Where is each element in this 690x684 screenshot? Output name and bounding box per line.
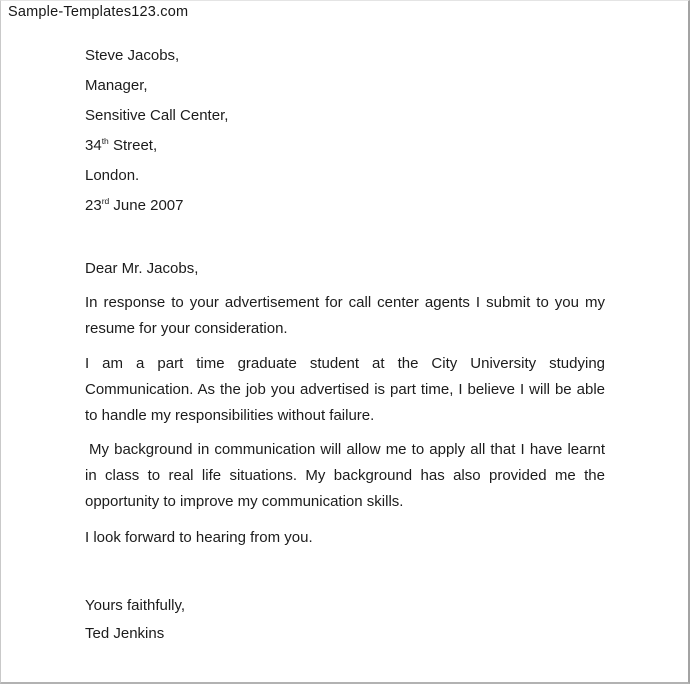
recipient-title: Manager, <box>85 77 148 94</box>
recipient-street <box>85 131 605 161</box>
street-number: 34 <box>85 137 102 154</box>
date-day: 23 <box>85 197 102 214</box>
paragraph-background: My background in communication will allow me to apply all that I have learnt in class to real life situations. My background has also provided me the opportunity to improve my communication skills. <box>85 441 605 510</box>
street-name: Street, <box>108 137 158 154</box>
paragraph-followup: I look forward to hearing from you. <box>85 529 313 546</box>
cover-letter-body <box>1 1 688 647</box>
salutation: Dear Mr. Jacobs, <box>85 260 199 277</box>
letter-date <box>85 191 605 221</box>
paragraph-intro: In response to your advertisement for call center agents I submit to you my resume for your consideration. <box>85 294 605 337</box>
date-ordinal-suffix: rd <box>101 196 110 206</box>
recipient-name: Steve Jacobs, <box>85 47 180 64</box>
paragraph-qualifications: I am a part time graduate student at the City University studying Communication. As the job you advertised is part time, I believe I will be able to handle my responsibilities without failure. <box>85 355 605 424</box>
closing-valediction: Yours faithfully, <box>85 597 186 614</box>
watermark-site-name: Sample-Templates123.com <box>8 4 189 20</box>
recipient-company: Sensitive Call Center, <box>85 107 229 124</box>
date-month-year: June 2007 <box>109 197 184 214</box>
recipient-city: London. <box>85 167 140 184</box>
signature-name: Ted Jenkins <box>85 625 165 642</box>
street-ordinal-suffix: th <box>101 136 109 146</box>
recipient-address-block <box>85 41 605 221</box>
